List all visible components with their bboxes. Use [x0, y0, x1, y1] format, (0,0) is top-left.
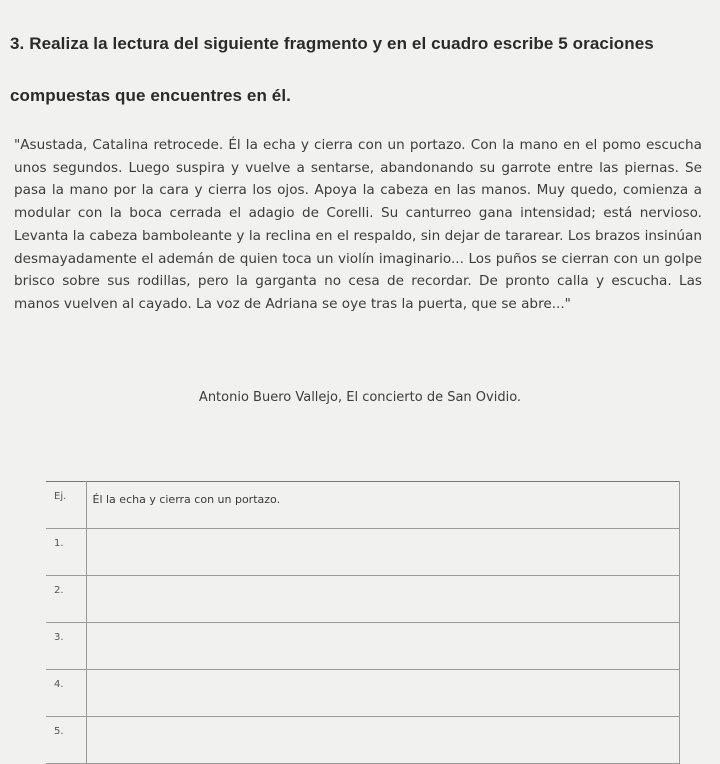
reading-passage: "Asustada, Catalina retrocede. Él la echa y cierra con un portazo. Con la mano en el pomo escucha unos segundos. Luego suspira y vuelve a sentarse, abandonando su garrote entre las piernas. Se pasa la mano por la cara y cierra los ojos. Apoya la cabeza en las manos. Muy quedo, comienza a modular con la boca cerrada el adagio de Corelli. Su canturreo gana intensidad; está nervioso. Levanta la cabeza bamboleante y la reclina en el respaldo, sin dejar de tararear. Los brazos insinúan desmayadamente el ademán de quien toca un violín imaginario... Los puños se cierran con un golpe brisco sobre sus rodillas, pero la garganta no cesa de recordar. De pronto calla y escucha. Las manos vuelven al cayado. La voz de Adriana se oye tras la puerta, que se abre..." — [14, 137, 702, 312]
table-row — [46, 717, 680, 764]
table-row — [46, 576, 680, 623]
answer-cell[interactable] — [86, 623, 680, 670]
row-label: Ej. — [46, 482, 86, 529]
answer-cell[interactable] — [86, 529, 680, 576]
answer-cell[interactable] — [86, 717, 680, 764]
table-row — [46, 670, 680, 717]
row-label: 4. — [46, 670, 86, 717]
row-label: 5. — [46, 717, 86, 764]
row-label: 1. — [46, 529, 86, 576]
row-label: 3. — [46, 623, 86, 670]
answer-cell[interactable] — [86, 670, 680, 717]
table-row — [46, 623, 680, 670]
exercise-instruction: 3. Realiza la lectura del siguiente fragmento y en el cuadro escribe 5 oraciones compuestas que encuentres en él. — [10, 34, 654, 105]
table-row — [46, 529, 680, 576]
answer-cell[interactable]: Él la echa y cierra con un portazo. — [86, 482, 680, 529]
answer-table — [46, 481, 680, 764]
source-attribution: Antonio Buero Vallejo, El concierto de San Ovidio. — [198, 390, 522, 405]
table-row — [46, 482, 680, 529]
answer-cell[interactable] — [86, 576, 680, 623]
row-label: 2. — [46, 576, 86, 623]
